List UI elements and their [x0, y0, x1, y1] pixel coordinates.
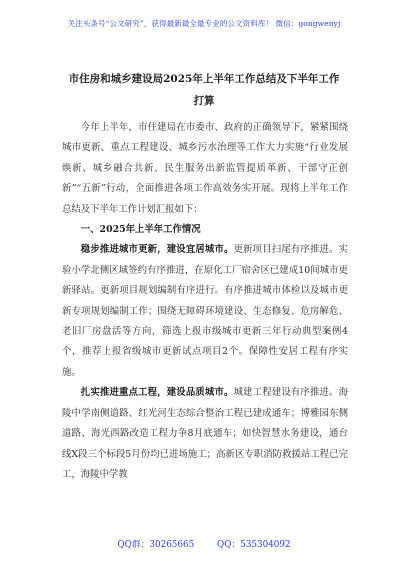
intro-paragraph: 今年上半年，市住建局在市委市、政府的正确领导下，紧紧围绕城市更新、重点工程建设、城乡污水治理等工作大力实施“行业发展焕新、城乡融合共新、民生服务出新监管提质革新、干部守正创新”“五新”行动，全面推进各项工作高效务实开展。现将上半年工作总结及下半年工作计划汇报如下：	[62, 122, 348, 215]
paragraph-urban-renewal	[62, 240, 348, 383]
paragraph-lead: 扎实推进重点工程，建设品质城市。	[80, 387, 234, 399]
section-heading: 一、2025年上半年工作情况	[80, 224, 201, 236]
watermark-header: 关注头条号“公文研究”，获得最新最全最专业的公文资料库！ 微信：gongwenyj	[67, 19, 341, 28]
paragraph-text: 城建工程建设有序推进。海陵中学南侧道路、红光河生态综合整治工程已建成通车；博雅园东侧道路、海光西路改造工程力争8月底通车；如快智慧水务建设，通台线X段三个标段5月份均已进场施工；高新区专职消防救援站工程已完工，海陵中学教	[62, 387, 348, 480]
footer-contact	[0, 537, 408, 550]
document-body	[62, 118, 348, 485]
title-line-2: 打算	[193, 95, 215, 107]
paragraph-text: 更新项目扫尾有序推进。实验小学北侧区域签约有序推进，在原化工厂宿舍区已建成10间城市更新驿站。更新项目规划编制有序进行。有序推进城市体检以及城市更新专项规划编制工作；围绕无障碍环境建设、生态修复、危房解危、老旧厂房盘活等方向，筛选上报市级城市更新三年行动典型案例4个，推荐上报省级城市更新试点项目2个。保障性安居工程有序实施。	[62, 244, 348, 378]
document-title	[0, 68, 408, 112]
title-line-1: 市住房和城乡建设局2025年上半年工作总结及下半年工作	[68, 73, 340, 85]
paragraph-lead: 稳步推进城市更新，建设宜居城市。	[80, 244, 234, 256]
qq-group-link[interactable]: QQ群：30265665	[117, 540, 195, 550]
paragraph-key-projects	[62, 383, 348, 485]
qq-contact-link[interactable]: QQ：535304092	[217, 540, 291, 550]
